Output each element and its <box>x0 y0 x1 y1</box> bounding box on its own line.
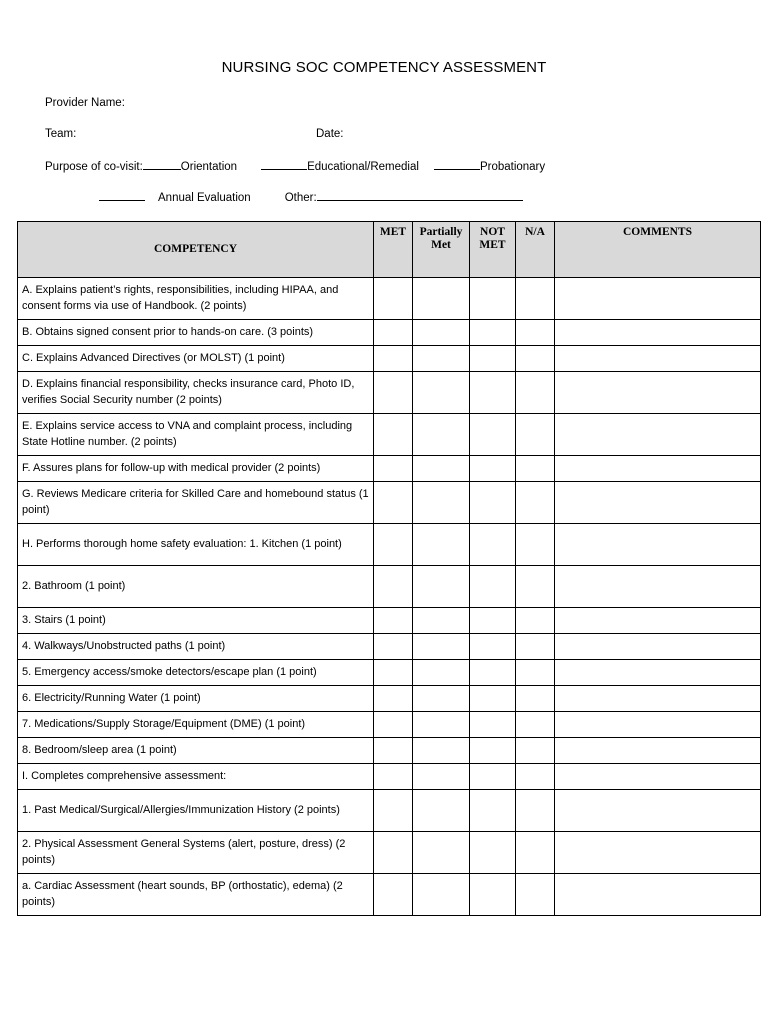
form-title: NURSING SOC COMPETENCY ASSESSMENT <box>221 59 547 76</box>
team-label: Team: <box>45 128 77 140</box>
na-cell[interactable] <box>516 634 555 660</box>
annual-blank[interactable] <box>99 190 145 201</box>
purpose-label: Purpose of co-visit: <box>45 161 143 173</box>
partially-met-cell[interactable] <box>413 764 470 790</box>
competency-table <box>17 221 761 916</box>
met-cell[interactable] <box>374 874 413 916</box>
met-cell[interactable] <box>374 712 413 738</box>
not-met-cell[interactable] <box>470 790 516 832</box>
comments-cell[interactable] <box>555 686 761 712</box>
header-na: N/A <box>516 222 555 278</box>
na-cell[interactable] <box>516 832 555 874</box>
not-met-cell[interactable] <box>470 608 516 634</box>
table-row <box>18 832 761 874</box>
table-row <box>18 660 761 686</box>
table-row <box>18 346 761 372</box>
not-met-cell[interactable] <box>470 566 516 608</box>
competency-cell: D. Explains financial responsibility, checks insurance card, Photo ID, verifies Social Security number (2 points) <box>18 372 374 414</box>
table-row <box>18 320 761 346</box>
met-cell[interactable] <box>374 482 413 524</box>
competency-cell: a. Cardiac Assessment (heart sounds, BP (orthostatic), edema) (2 points) <box>18 874 374 916</box>
met-cell[interactable] <box>374 320 413 346</box>
partially-met-cell[interactable] <box>413 524 470 566</box>
na-cell[interactable] <box>516 482 555 524</box>
na-cell[interactable] <box>516 764 555 790</box>
competency-cell: 3. Stairs (1 point) <box>18 608 374 634</box>
educational-label: Educational/Remedial <box>307 161 419 173</box>
na-cell[interactable] <box>516 686 555 712</box>
comments-cell[interactable] <box>555 346 761 372</box>
competency-cell: 7. Medications/Supply Storage/Equipment (DME) (1 point) <box>18 712 374 738</box>
na-cell[interactable] <box>516 456 555 482</box>
header-competency: COMPETENCY <box>18 222 374 278</box>
partially-met-cell[interactable] <box>413 608 470 634</box>
table-row <box>18 524 761 566</box>
partially-met-cell[interactable] <box>413 566 470 608</box>
competency-cell: C. Explains Advanced Directives (or MOLST) (1 point) <box>18 346 374 372</box>
date-label: Date: <box>316 128 344 140</box>
table-header-row <box>18 222 761 278</box>
orientation-label: Orientation <box>180 161 238 173</box>
na-cell[interactable] <box>516 738 555 764</box>
met-cell[interactable] <box>374 660 413 686</box>
na-cell[interactable] <box>516 320 555 346</box>
comments-cell[interactable] <box>555 660 761 686</box>
met-cell[interactable] <box>374 634 413 660</box>
comments-cell[interactable] <box>555 372 761 414</box>
met-cell[interactable] <box>374 524 413 566</box>
met-cell[interactable] <box>374 832 413 874</box>
not-met-cell[interactable] <box>470 634 516 660</box>
partially-met-cell[interactable] <box>413 738 470 764</box>
not-met-cell[interactable] <box>470 456 516 482</box>
comments-cell[interactable] <box>555 524 761 566</box>
table-row <box>18 482 761 524</box>
orientation-blank[interactable] <box>143 159 181 170</box>
met-cell[interactable] <box>374 764 413 790</box>
met-cell[interactable] <box>374 456 413 482</box>
table-row <box>18 634 761 660</box>
comments-cell[interactable] <box>555 712 761 738</box>
table-row <box>18 686 761 712</box>
not-met-cell[interactable] <box>470 712 516 738</box>
header-met: MET <box>374 222 413 278</box>
partially-met-cell[interactable] <box>413 414 470 456</box>
table-row <box>18 738 761 764</box>
partially-met-cell[interactable] <box>413 482 470 524</box>
not-met-cell[interactable] <box>470 660 516 686</box>
not-met-cell[interactable] <box>470 738 516 764</box>
comments-cell[interactable] <box>555 874 761 916</box>
partially-met-cell[interactable] <box>413 660 470 686</box>
table-row <box>18 608 761 634</box>
partially-met-cell[interactable] <box>413 874 470 916</box>
competency-cell: B. Obtains signed consent prior to hands-on care. (3 points) <box>18 320 374 346</box>
competency-cell: 2. Physical Assessment General Systems (alert, posture, dress) (2 points) <box>18 832 374 874</box>
partially-met-cell[interactable] <box>413 832 470 874</box>
header-partially-met: Partially Met <box>413 222 470 278</box>
not-met-cell[interactable] <box>470 372 516 414</box>
competency-cell: 1. Past Medical/Surgical/Allergies/Immunization History (2 points) <box>18 790 374 832</box>
table-row <box>18 712 761 738</box>
competency-cell: 5. Emergency access/smoke detectors/escape plan (1 point) <box>18 660 374 686</box>
comments-cell[interactable] <box>555 320 761 346</box>
partially-met-cell[interactable] <box>413 712 470 738</box>
competency-cell: 6. Electricity/Running Water (1 point) <box>18 686 374 712</box>
partially-met-cell[interactable] <box>413 346 470 372</box>
table-row <box>18 278 761 320</box>
competency-cell: E. Explains service access to VNA and complaint process, including State Hotline number. (2 points) <box>18 414 374 456</box>
not-met-cell[interactable] <box>470 482 516 524</box>
other-label: Other: <box>284 192 317 204</box>
not-met-cell[interactable] <box>470 346 516 372</box>
table-row <box>18 372 761 414</box>
probationary-blank[interactable] <box>434 159 480 170</box>
met-cell[interactable] <box>374 278 413 320</box>
met-cell[interactable] <box>374 608 413 634</box>
not-met-cell[interactable] <box>470 524 516 566</box>
na-cell[interactable] <box>516 790 555 832</box>
not-met-cell[interactable] <box>470 874 516 916</box>
met-cell[interactable] <box>374 346 413 372</box>
met-cell[interactable] <box>374 686 413 712</box>
met-cell[interactable] <box>374 566 413 608</box>
probationary-label: Probationary <box>479 161 546 173</box>
not-met-cell[interactable] <box>470 686 516 712</box>
not-met-cell[interactable] <box>470 414 516 456</box>
na-cell[interactable] <box>516 372 555 414</box>
partially-met-cell[interactable] <box>413 634 470 660</box>
provider-name-label: Provider Name: <box>45 97 125 109</box>
competency-cell: 2. Bathroom (1 point) <box>18 566 374 608</box>
na-cell[interactable] <box>516 712 555 738</box>
competency-cell: F. Assures plans for follow-up with medical provider (2 points) <box>18 456 374 482</box>
comments-cell[interactable] <box>555 832 761 874</box>
header-comments: COMMENTS <box>555 222 761 278</box>
educational-blank[interactable] <box>261 159 307 170</box>
partially-met-cell[interactable] <box>413 372 470 414</box>
na-cell[interactable] <box>516 414 555 456</box>
comments-cell[interactable] <box>555 414 761 456</box>
not-met-cell[interactable] <box>470 764 516 790</box>
not-met-cell[interactable] <box>470 832 516 874</box>
partially-met-cell[interactable] <box>413 278 470 320</box>
competency-cell: 8. Bedroom/sleep area (1 point) <box>18 738 374 764</box>
na-cell[interactable] <box>516 278 555 320</box>
competency-cell: A. Explains patient’s rights, responsibilities, including HIPAA, and consent forms via use of Handbook. (2 points) <box>18 278 374 320</box>
comments-cell[interactable] <box>555 790 761 832</box>
comments-cell[interactable] <box>555 738 761 764</box>
met-cell[interactable] <box>374 790 413 832</box>
met-cell[interactable] <box>374 372 413 414</box>
annual-row <box>99 190 523 204</box>
na-cell[interactable] <box>516 874 555 916</box>
comments-cell[interactable] <box>555 456 761 482</box>
comments-cell[interactable] <box>555 278 761 320</box>
table-row <box>18 414 761 456</box>
partially-met-cell[interactable] <box>413 456 470 482</box>
comments-cell[interactable] <box>555 764 761 790</box>
table-row <box>18 790 761 832</box>
competency-cell: G. Reviews Medicare criteria for Skilled Care and homebound status (1 point) <box>18 482 374 524</box>
na-cell[interactable] <box>516 524 555 566</box>
purpose-row <box>45 159 545 173</box>
comments-cell[interactable] <box>555 566 761 608</box>
partially-met-cell[interactable] <box>413 790 470 832</box>
not-met-cell[interactable] <box>470 320 516 346</box>
comments-cell[interactable] <box>555 634 761 660</box>
comments-cell[interactable] <box>555 482 761 524</box>
table-row <box>18 874 761 916</box>
other-field[interactable] <box>317 190 523 201</box>
header-not-met: NOT MET <box>470 222 516 278</box>
not-met-cell[interactable] <box>470 278 516 320</box>
table-row <box>18 764 761 790</box>
na-cell[interactable] <box>516 346 555 372</box>
met-cell[interactable] <box>374 414 413 456</box>
na-cell[interactable] <box>516 566 555 608</box>
comments-cell[interactable] <box>555 608 761 634</box>
partially-met-cell[interactable] <box>413 686 470 712</box>
met-cell[interactable] <box>374 738 413 764</box>
competency-cell: I. Completes comprehensive assessment: <box>18 764 374 790</box>
table-row <box>18 456 761 482</box>
na-cell[interactable] <box>516 660 555 686</box>
partially-met-cell[interactable] <box>413 320 470 346</box>
competency-cell: H. Performs thorough home safety evaluation: 1. Kitchen (1 point) <box>18 524 374 566</box>
table-row <box>18 566 761 608</box>
na-cell[interactable] <box>516 608 555 634</box>
competency-cell: 4. Walkways/Unobstructed paths (1 point) <box>18 634 374 660</box>
annual-label: Annual Evaluation <box>158 192 251 204</box>
